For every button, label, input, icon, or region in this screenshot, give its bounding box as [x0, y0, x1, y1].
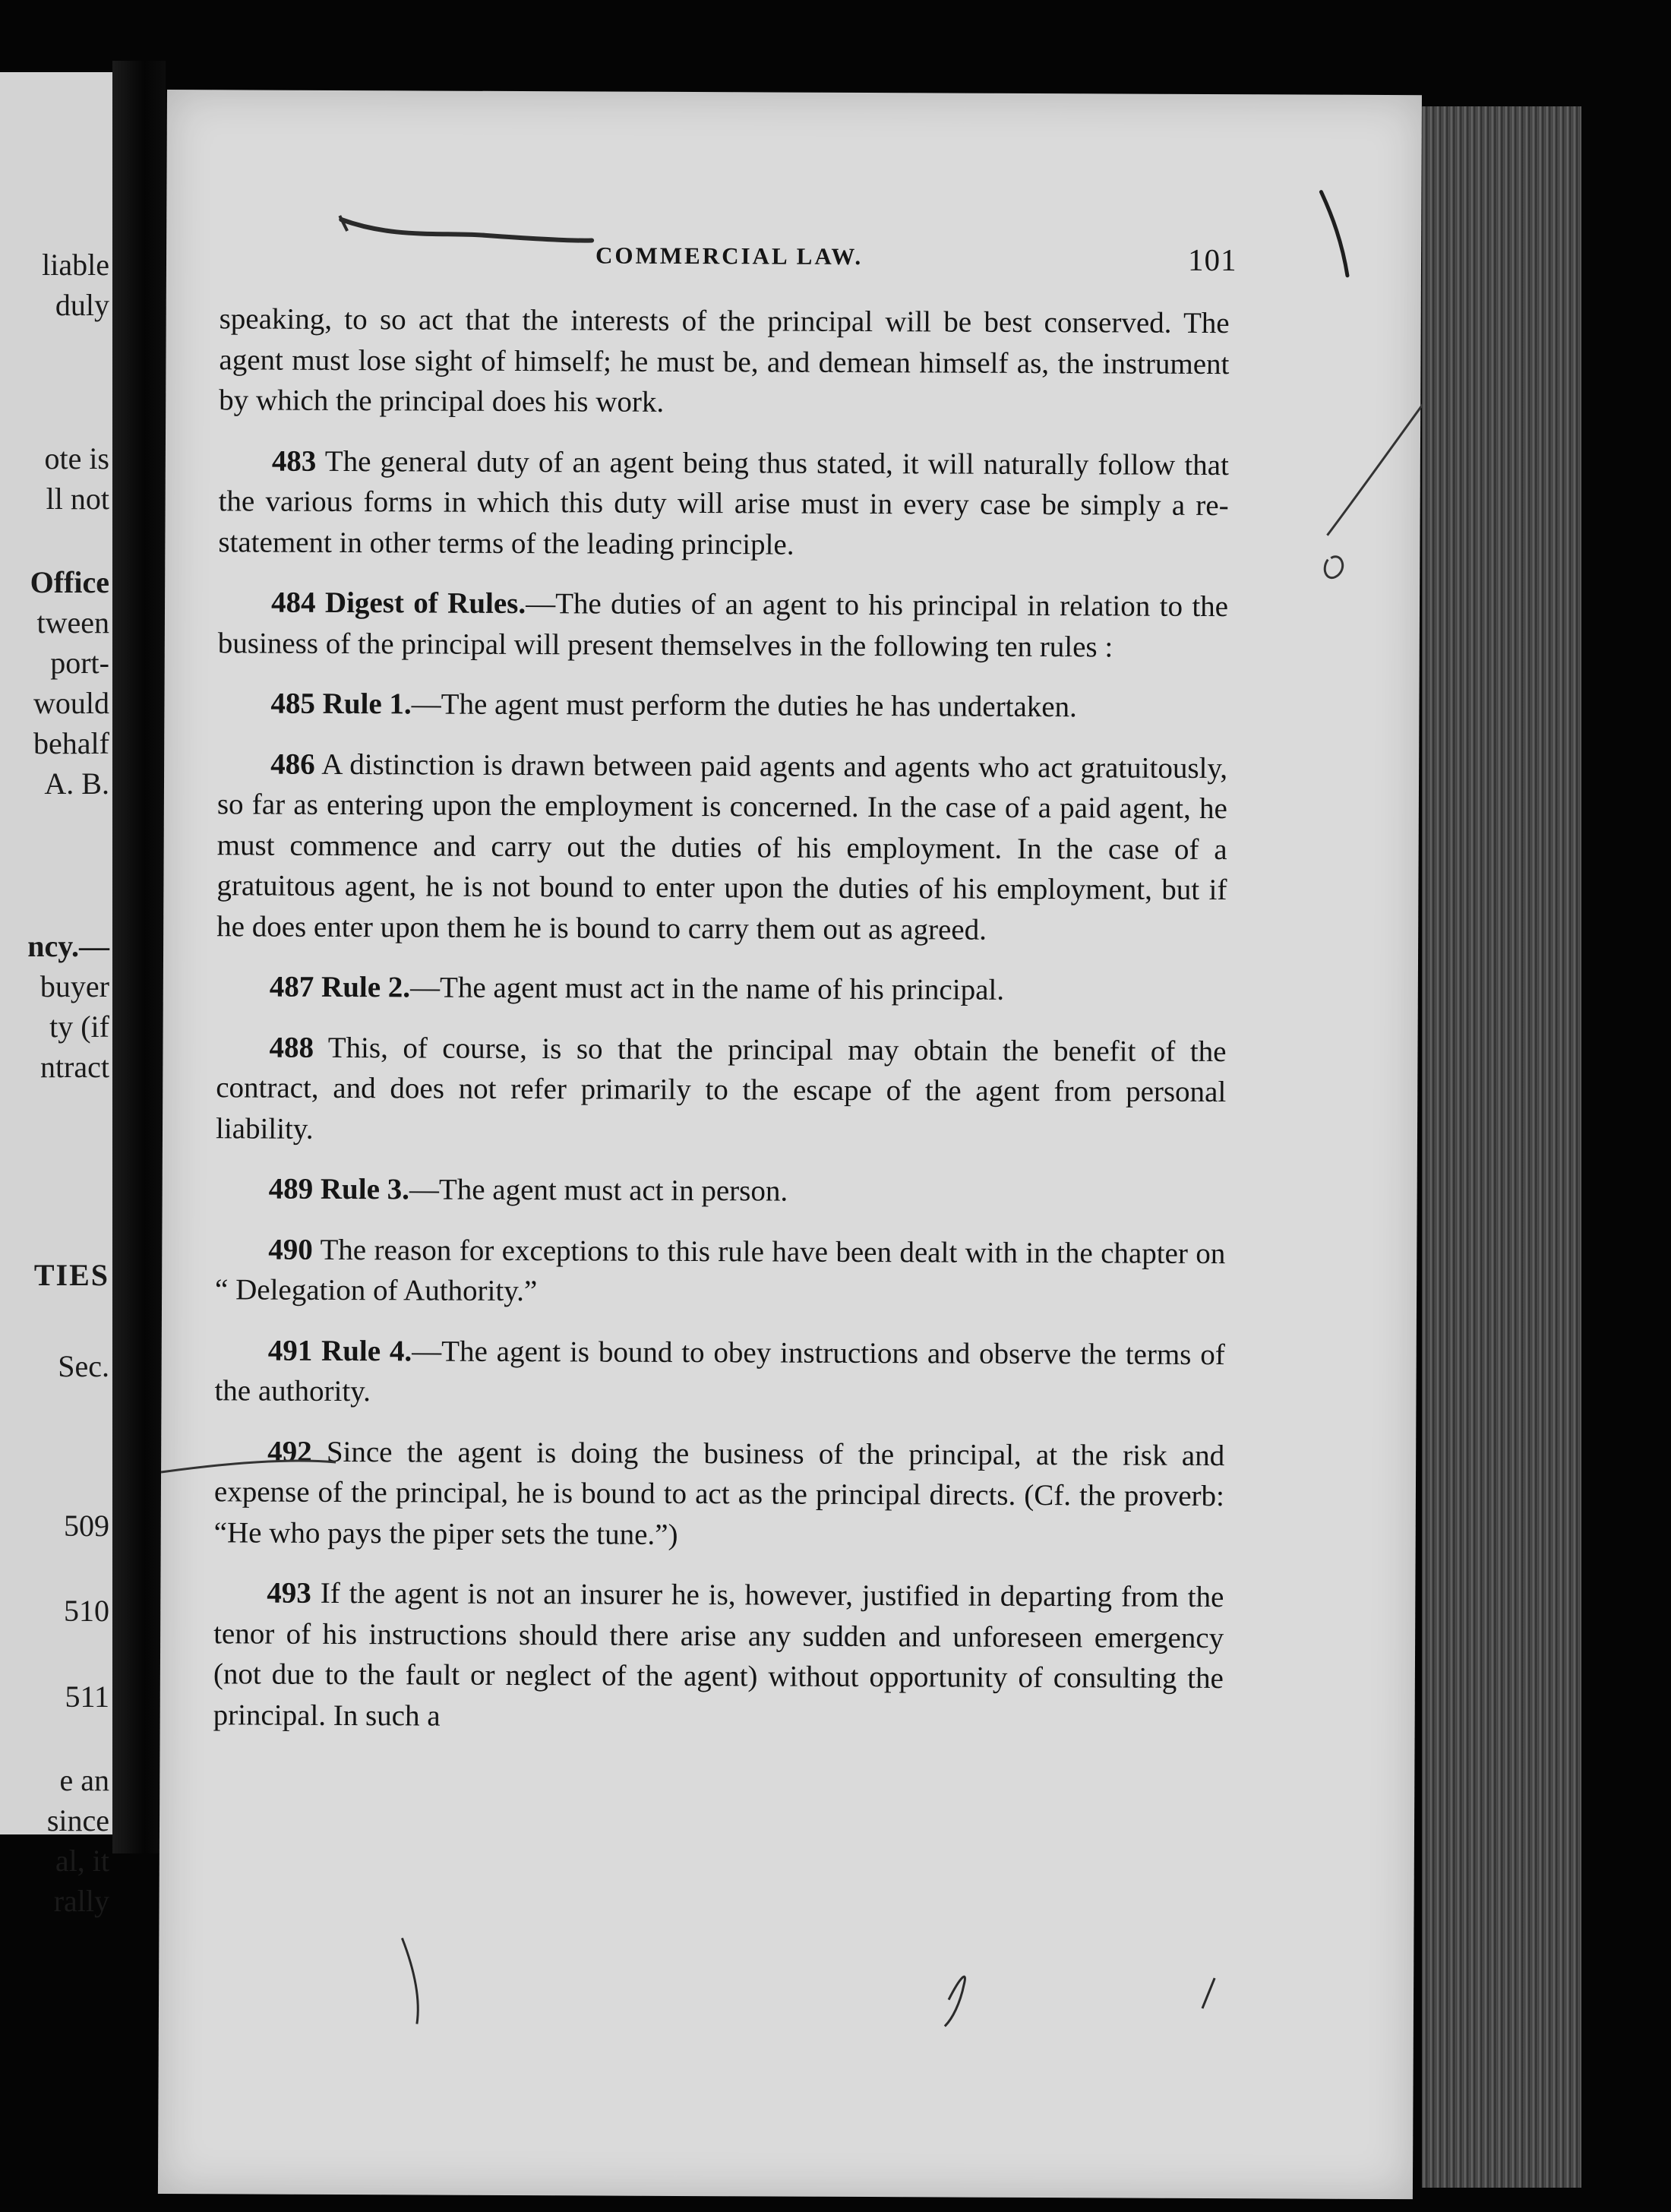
margin-loop-mark	[1325, 557, 1343, 578]
section-number: 488	[269, 1031, 314, 1064]
paragraph-text: —The agent is bound to obey instructions and observe the terms of the authority.	[214, 1334, 1225, 1408]
pencil-annotations	[158, 90, 1422, 2199]
section-number: 485	[270, 687, 316, 720]
header-underline-stroke	[341, 220, 592, 241]
section-number: 493	[267, 1576, 311, 1610]
page-number: 101	[1187, 242, 1237, 278]
paragraph-text: The reason for exceptions to this rule have been dealt with in the chapter on “ Delegation of Authority.”	[215, 1233, 1226, 1308]
margin-stroke-diagonal	[1327, 399, 1426, 536]
paragraph-text: This, of course, is so that the principal may obtain the benefit of the contract, and does not refer primarily to the escape of the agent from personal liability.	[215, 1031, 1227, 1146]
paragraph-text: —The agent must perform the duties he has undertaken.	[411, 687, 1077, 724]
left-page-text-fragment: A. B.	[44, 766, 109, 801]
left-page-text-fragment: e an	[59, 1763, 109, 1797]
left-page-text-fragment: behalf	[33, 726, 109, 760]
paragraph-text: speaking, to so act that the interests of the principal will be best conserved. The agent must lose sight of himself; he must be, and demean himself as, the instrument by which the principal does his work.	[219, 302, 1230, 419]
margin-stroke-top-right	[1321, 192, 1347, 276]
left-page-text-fragment: duly	[55, 288, 109, 322]
section-heading: Rule 4.	[312, 1334, 412, 1367]
paragraph-text: —The agent must act in the name of his principal.	[410, 971, 1005, 1006]
running-title: COMMERCIAL LAW.	[595, 242, 864, 270]
bottom-stroke-3	[1202, 1978, 1215, 2008]
left-page-text-fragment: ll not	[46, 482, 109, 516]
margin-stroke-left	[161, 1460, 336, 1473]
section-number: 492	[267, 1435, 312, 1468]
section-number: 486	[270, 747, 315, 781]
book-gutter	[112, 61, 166, 1853]
section-number: 487	[269, 970, 314, 1003]
left-page-text-fragment: al, it	[55, 1844, 109, 1878]
left-page-text-fragment: 510	[64, 1594, 109, 1628]
left-page-text-fragment: tween	[36, 605, 109, 640]
left-page-text-fragment: ote is	[44, 441, 109, 476]
left-page-text-fragment: 511	[65, 1680, 109, 1714]
left-page-text-fragment: port-	[50, 646, 109, 680]
left-page-text-fragment: TIES	[33, 1258, 109, 1292]
section-heading: Digest of Rules.	[315, 586, 526, 621]
left-page-text-fragment: liable	[42, 248, 109, 282]
left-page-fragment	[0, 72, 112, 1918]
left-page-text-fragment: ncy.—	[27, 929, 109, 963]
paragraph-text: Since the agent is doing the business of the principal, at the risk and expense of the principal, he is bound to act as the principal directs. (Cf. the proverb: “He who pays the piper sets the tune.”)	[213, 1435, 1225, 1551]
paragraph-text: —The agent must act in person.	[409, 1173, 788, 1208]
left-page-text-fragment: 509	[64, 1509, 109, 1543]
section-number: 489	[268, 1172, 314, 1206]
book-page	[158, 90, 1422, 2199]
bottom-stroke-1	[402, 1938, 419, 2024]
page-fore-edge	[1422, 106, 1581, 2188]
section-number: 483	[271, 444, 317, 478]
paragraph-text: A distinction is drawn between paid agents and agents who act gratuitously, so far as entering upon the employment is concerned. In the case of a paid agent, he must commence and carry out the duties of his employment. In the case of a gratuitous agent, he is not bound to enter upon the duties of his employment, but if he does enter upon them he is bound to carry them out as agreed.	[216, 747, 1228, 946]
section-heading: Rule 3.	[313, 1172, 410, 1206]
section-number: 490	[268, 1233, 313, 1266]
section-heading: Rule 2.	[314, 970, 411, 1004]
left-page-text-fragment: ty (if	[49, 1010, 109, 1044]
left-page-text-fragment: Office	[30, 565, 109, 599]
left-page-text-fragment: rally	[53, 1884, 109, 1918]
left-page-text-fragment: since	[46, 1803, 109, 1838]
section-number: 484	[270, 586, 316, 619]
paragraph-text: The general duty of an agent being thus stated, it will naturally follow that the various forms in which this duty will arise must in every case be simply a re-statement in other terms of the leading principle.	[218, 444, 1229, 561]
section-number: 491	[267, 1334, 313, 1367]
left-page-text-fragment: would	[33, 686, 109, 720]
paragraph-text: If the agent is not an insurer he is, however, justified in departing from the tenor of his instructions should there arise any sudden and unforeseen emergency (not due to the fault or neglect of the agent) without opportunity of consulting the principal. In such a	[213, 1576, 1224, 1733]
left-page-text-fragment: ntract	[39, 1050, 109, 1084]
section-heading: Rule 1.	[314, 687, 412, 721]
left-page-text-fragment: buyer	[39, 969, 109, 1003]
left-page-text-fragment: Sec.	[58, 1349, 109, 1383]
paragraph-text: —The duties of an agent to his principal in relation to the business of the principal will present themselves in the following ten rules :	[217, 587, 1229, 663]
bottom-stroke-2	[945, 1977, 965, 2027]
